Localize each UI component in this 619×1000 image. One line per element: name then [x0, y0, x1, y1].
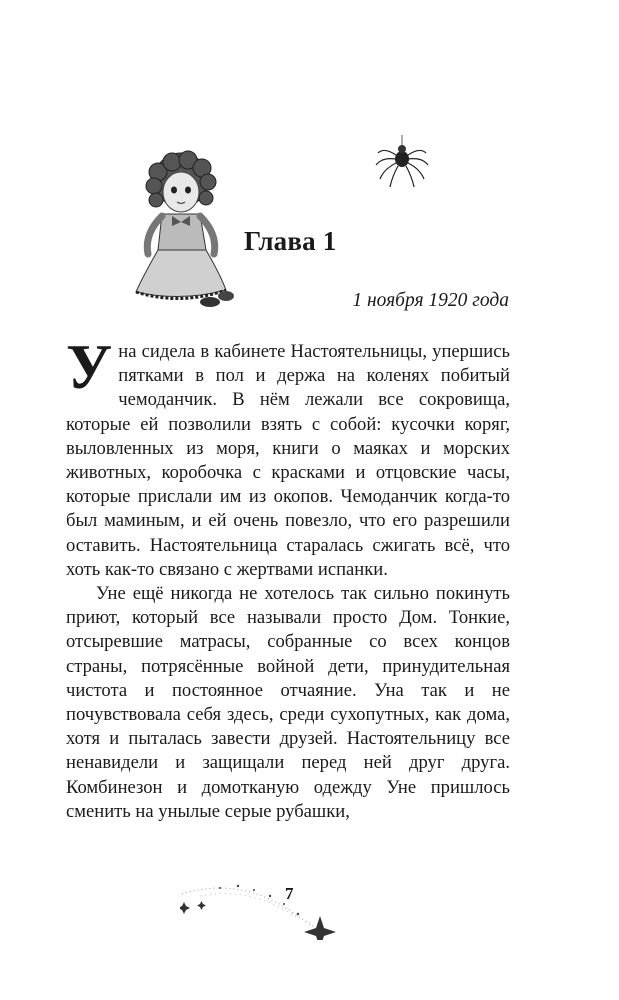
doll-illustration — [122, 150, 240, 312]
body-text — [66, 332, 510, 824]
paragraph-1-text: на сидела в кабинете Настоятельницы, упершись пятками в пол и держа на коленях побитый чемоданчик. В нём лежали все сокровища, которые ей позволили взять с собой: кусочки коряг, выловленных из моря, книги о маяках и морских животных, коробочка с красками и отцовские часы, которые прислали им из окопов. Чемоданчик когда-то был маминым, и ей очень повезло, что его разрешили оставить. Настоятельница старалась сжигать всё, что хоть как-то связано с жертвами испанки. — [66, 341, 510, 580]
spider-illustration — [372, 135, 432, 190]
sparkle-star-ornament — [180, 880, 340, 940]
page-number: 7 — [285, 884, 294, 903]
drop-cap: У — [66, 332, 113, 402]
chapter-date: 1 ноября 1920 года — [352, 290, 509, 311]
chapter-title: Глава 1 — [244, 226, 337, 256]
paragraph-1 — [66, 332, 510, 582]
paragraph-2: Уне ещё никогда не хотелось так сильно покинуть приют, который все называли просто Дом. Тонкие, отсыревшие матрасы, собранные со всех концов страны, потрясённые войной дети, принудительная чистота и постоянное отчаяние. Уна так и не почувствовала себя здесь, среди сухопутных, как дома, хотя и пыталась завести друзей. Настоятельницу все ненавидели и защищали перед ней друг друга. Комбинезон и домотканую одежду Уне пришлось сменить на унылые серые рубашки, — [66, 583, 510, 822]
